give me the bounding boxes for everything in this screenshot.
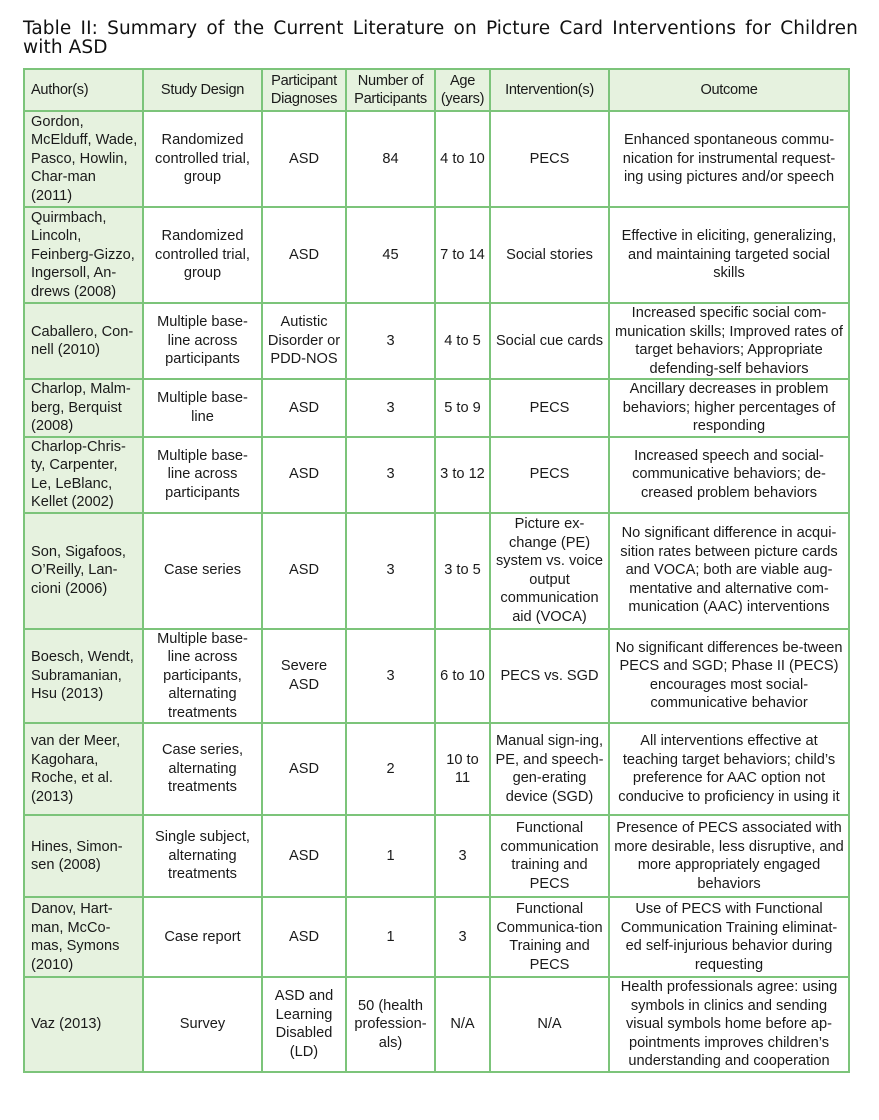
author-cell: Charlop-Chris-ty, Carpenter, Le, LeBlanc, Kellet (2002) — [24, 437, 143, 513]
author-cell: Boesch, Wendt, Subramanian, Hsu (2013) — [24, 629, 143, 724]
outcome-cell: No significant difference in acqui-sition rates between picture cards and VOCA; both are viable aug-mentative and alternative com-munication (AAC) interventions — [609, 513, 849, 629]
participants-cell: 45 — [346, 207, 435, 303]
study-design-cell: Randomized controlled trial, group — [143, 207, 262, 303]
study-design-cell: Case report — [143, 897, 262, 977]
table-row — [24, 723, 849, 815]
study-design-cell: Randomized controlled trial, group — [143, 111, 262, 207]
header-interventions: Intervention(s) — [490, 69, 609, 111]
participants-cell: 1 — [346, 897, 435, 977]
header-participant-diagnoses: Participant Diagnoses — [262, 69, 346, 111]
intervention-cell: Manual sign-ing, PE, and speech-gen-erating device (SGD) — [490, 723, 609, 815]
table-row — [24, 207, 849, 303]
table-row — [24, 437, 849, 513]
table-row — [24, 977, 849, 1072]
age-cell: 4 to 5 — [435, 303, 490, 379]
age-cell: 3 to 5 — [435, 513, 490, 629]
intervention-cell: PECS — [490, 437, 609, 513]
table-row — [24, 303, 849, 379]
intervention-cell: Functional Communica-tion Training and PECS — [490, 897, 609, 977]
header-study-design: Study Design — [143, 69, 262, 111]
diagnoses-cell: Autistic Disorder or PDD-NOS — [262, 303, 346, 379]
author-cell: Hines, Simon-sen (2008) — [24, 815, 143, 897]
table-row — [24, 379, 849, 437]
diagnoses-cell: ASD and Learning Disabled (LD) — [262, 977, 346, 1072]
participants-cell: 50 (health profession-als) — [346, 977, 435, 1072]
intervention-cell: Social stories — [490, 207, 609, 303]
participants-cell: 3 — [346, 629, 435, 724]
diagnoses-cell: ASD — [262, 437, 346, 513]
outcome-cell: Use of PECS with Functional Communication Training eliminat-ed self-injurious behavior during requesting — [609, 897, 849, 977]
participants-cell: 2 — [346, 723, 435, 815]
diagnoses-cell: ASD — [262, 723, 346, 815]
table-title: Table II: Summary of the Current Literature on Picture Card Interventions for Children with ASD — [23, 18, 858, 58]
author-cell: Quirmbach, Lincoln, Feinberg-Gizzo, Ingersoll, An-drews (2008) — [24, 207, 143, 303]
intervention-cell: PECS — [490, 111, 609, 207]
age-cell: 3 to 12 — [435, 437, 490, 513]
intervention-cell: PECS vs. SGD — [490, 629, 609, 724]
table-row — [24, 815, 849, 897]
diagnoses-cell: ASD — [262, 897, 346, 977]
table-row — [24, 629, 849, 724]
outcome-cell: Increased specific social com-munication skills; Improved rates of target behaviors; Appropriate defending-self behaviors — [609, 303, 849, 379]
study-design-cell: Multiple base-line — [143, 379, 262, 437]
diagnoses-cell: ASD — [262, 815, 346, 897]
participants-cell: 1 — [346, 815, 435, 897]
intervention-cell: N/A — [490, 977, 609, 1072]
header-author: Author(s) — [24, 69, 143, 111]
participants-cell: 3 — [346, 303, 435, 379]
literature-table — [23, 68, 850, 1073]
study-design-cell: Case series — [143, 513, 262, 629]
outcome-cell: No significant differences be-tween PECS and SGD; Phase II (PECS) encourages most social-communicative behavior — [609, 629, 849, 724]
outcome-cell: Ancillary decreases in problem behaviors; higher percentages of responding — [609, 379, 849, 437]
diagnoses-cell: ASD — [262, 379, 346, 437]
outcome-cell: Presence of PECS associated with more desirable, less disruptive, and more appropriately engaged behaviors — [609, 815, 849, 897]
diagnoses-cell: ASD — [262, 513, 346, 629]
author-cell: Vaz (2013) — [24, 977, 143, 1072]
author-cell: Charlop, Malm-berg, Berquist (2008) — [24, 379, 143, 437]
age-cell: N/A — [435, 977, 490, 1072]
age-cell: 3 — [435, 897, 490, 977]
study-design-cell: Multiple base-line across participants — [143, 437, 262, 513]
outcome-cell: Effective in eliciting, generalizing, and maintaining targeted social skills — [609, 207, 849, 303]
intervention-cell: Functional communication training and PECS — [490, 815, 609, 897]
study-design-cell: Multiple base-line across participants — [143, 303, 262, 379]
intervention-cell: Social cue cards — [490, 303, 609, 379]
age-cell: 10 to 11 — [435, 723, 490, 815]
author-cell: Son, Sigafoos, O’Reilly, Lan-cioni (2006) — [24, 513, 143, 629]
participants-cell: 84 — [346, 111, 435, 207]
age-cell: 5 to 9 — [435, 379, 490, 437]
author-cell: Gordon, McElduff, Wade, Pasco, Howlin, Char-man (2011) — [24, 111, 143, 207]
participants-cell: 3 — [346, 379, 435, 437]
study-design-cell: Single subject, alternating treatments — [143, 815, 262, 897]
age-cell: 7 to 14 — [435, 207, 490, 303]
age-cell: 4 to 10 — [435, 111, 490, 207]
intervention-cell: Picture ex-change (PE) system vs. voice output communication aid (VOCA) — [490, 513, 609, 629]
intervention-cell: PECS — [490, 379, 609, 437]
participants-cell: 3 — [346, 513, 435, 629]
outcome-cell: All interventions effective at teaching target behaviors; child’s preference for AAC option not conducive to proficiency in using it — [609, 723, 849, 815]
header-outcome: Outcome — [609, 69, 849, 111]
study-design-cell: Survey — [143, 977, 262, 1072]
study-design-cell: Multiple base-line across participants, alternating treatments — [143, 629, 262, 724]
diagnoses-cell: Severe ASD — [262, 629, 346, 724]
participants-cell: 3 — [346, 437, 435, 513]
header-number-of-participants: Number of Participants — [346, 69, 435, 111]
author-cell: Danov, Hart-man, McCo-mas, Symons (2010) — [24, 897, 143, 977]
author-cell: van der Meer, Kagohara, Roche, et al. (2013) — [24, 723, 143, 815]
outcome-cell: Increased speech and social-communicative behaviors; de-creased problem behaviors — [609, 437, 849, 513]
diagnoses-cell: ASD — [262, 111, 346, 207]
header-age: Age (years) — [435, 69, 490, 111]
diagnoses-cell: ASD — [262, 207, 346, 303]
table-row — [24, 897, 849, 977]
study-design-cell: Case series, alternating treatments — [143, 723, 262, 815]
header-row — [24, 69, 849, 111]
age-cell: 3 — [435, 815, 490, 897]
table-row — [24, 513, 849, 629]
table-row — [24, 111, 849, 207]
outcome-cell: Health professionals agree: using symbols in clinics and sending visual symbols home before ap-pointments improves children’s understanding and cooperation — [609, 977, 849, 1072]
author-cell: Caballero, Con-nell (2010) — [24, 303, 143, 379]
age-cell: 6 to 10 — [435, 629, 490, 724]
outcome-cell: Enhanced spontaneous commu-nication for instrumental request-ing using pictures and/or speech — [609, 111, 849, 207]
